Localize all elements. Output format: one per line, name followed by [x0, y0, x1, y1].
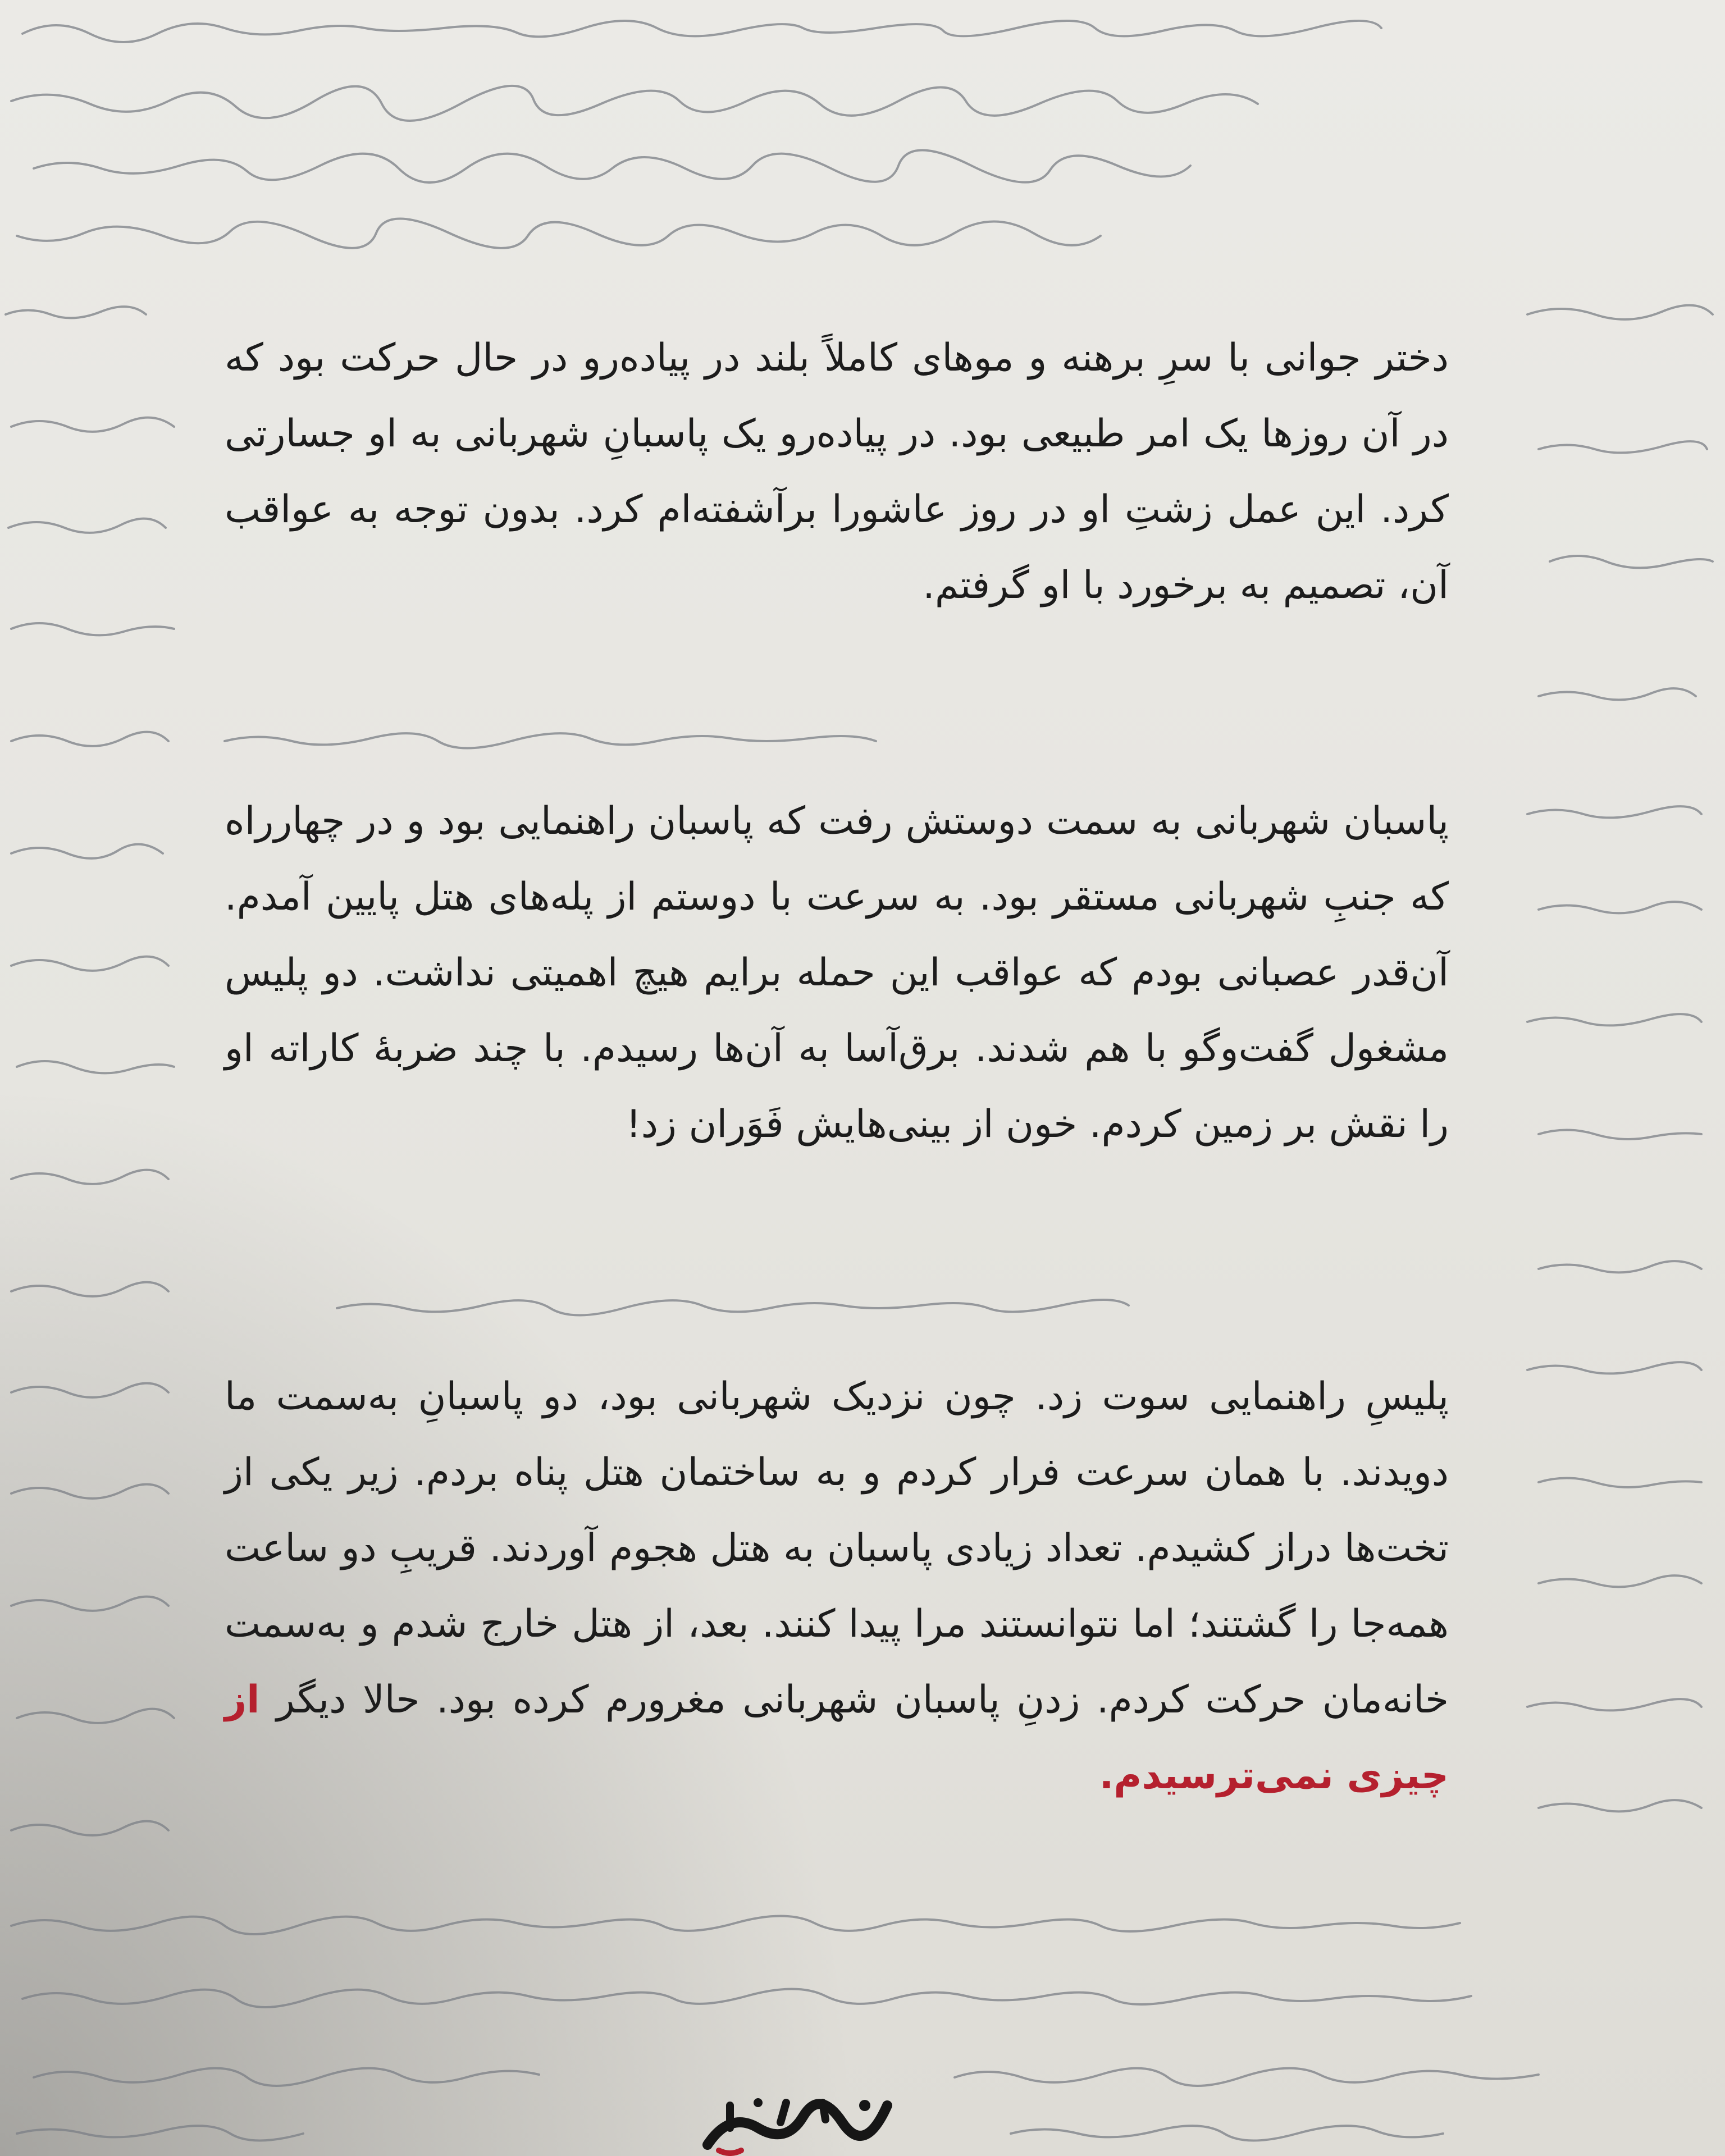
paragraph-3-text: پلیسِ راهنمایی سوت زد. چون نزدیک شهربانی بود، دو پاسبانِ به‌سمت ما دویدند. با همان سرعت فرار کردم و به ساختمان هتل پناه بردم. زیر یکی از تخت‌ها دراز کشیدم. تعداد زیادی پاسبان به هتل هجوم آوردند. قریبِ دو ساعت همه‌جا را گشتند؛ اما نتوانستند مرا پیدا کنند. بعد، از هتل خارج شدم و به‌سمت خانه‌مان حرکت کردم. زدنِ پاسبان شهربانی مغرورم کرده بود. حالا دیگر [225, 1374, 1449, 1722]
paragraph-3-highlight: از چیزی نمی‌ترسیدم. [225, 1678, 1449, 1798]
paragraph-3 [225, 1359, 1449, 1814]
paragraph-1: دختر جوانی با سرِ برهنه و موهای کاملاً بلند در پیاده‌رو در حال حرکت بود که در آن روزها یک امر طبیعی بود. در پیاده‌رو یک پاسبانِ شهربانی به او جسارتی کرد. این عمل زشتِ او در روز عاشورا برآشفته‌ام کرد. بدون توجه به عواقب آن، تصمیم به برخورد با او گرفتم. [225, 336, 1449, 607]
paragraph-2: پاسبان شهربانی به سمت دوستش رفت که پاسبان راهنمایی بود و در چهارراه که جنبِ شهربانی مستقر بود. به سرعت با دوستم از پله‌های هتل پایین آمدم. آن‌قدر عصبانی بودم که عواقب این حمله برایم هیچ اهمیتی نداشت. دو پلیس مشغول گفت‌وگو با هم شدند. برق‌آسا به آن‌ها رسیدم. با چند ضربهٔ کاراته او را نقش بر زمین کردم. خون از بینی‌هایش فَوَران زد! [225, 799, 1449, 1146]
logo-mark [696, 2089, 898, 2156]
